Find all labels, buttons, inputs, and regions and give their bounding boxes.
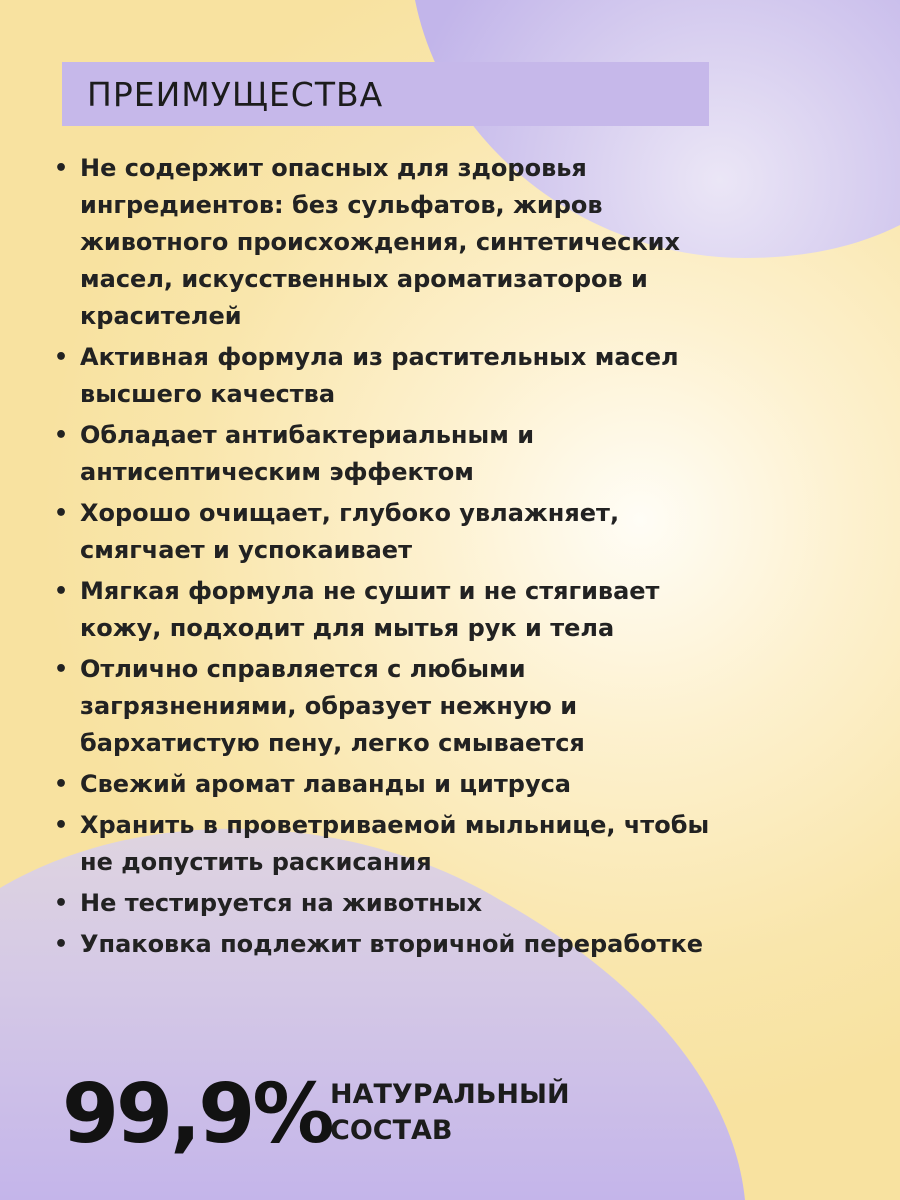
list-item <box>52 651 722 762</box>
benefit-text: Упаковка подлежит вторичной переработке <box>80 930 704 958</box>
bullet-icon: • <box>54 579 69 604</box>
list-item <box>52 573 722 647</box>
benefit-text: Хранить в проветриваемой мыльнице, чтобы не допустить раскисания <box>80 811 710 876</box>
stat-percentage: 99,9% <box>62 1067 332 1162</box>
list-item <box>52 495 722 569</box>
benefit-text: Хорошо очищает, глубоко увлажняет, смягчает и успокаивает <box>80 499 620 564</box>
list-item <box>52 885 722 922</box>
bullet-icon: • <box>54 345 69 370</box>
bullet-icon: • <box>54 156 69 181</box>
bullet-icon: • <box>54 501 69 526</box>
benefit-text: Активная формула из растительных масел высшего качества <box>80 343 679 408</box>
bullet-icon: • <box>54 932 69 957</box>
stat-caption-line1: НАТУРАЛЬНЫЙ <box>330 1079 570 1110</box>
list-item <box>52 926 722 963</box>
list-item <box>52 417 722 491</box>
stat-caption-line2: СОСТАВ <box>330 1115 453 1146</box>
bullet-icon: • <box>54 891 69 916</box>
bullet-icon: • <box>54 423 69 448</box>
bullet-icon: • <box>54 813 69 838</box>
benefit-text: Отлично справляется с любыми загрязнениями, образует нежную и бархатистую пену, легко смывается <box>80 655 585 757</box>
list-item <box>52 807 722 881</box>
bullet-icon: • <box>54 772 69 797</box>
benefit-text: Не тестируется на животных <box>80 889 483 917</box>
benefit-text: Обладает антибактериальным и антисептическим эффектом <box>80 421 535 486</box>
page-title: ПРЕИМУЩЕСТВА <box>87 75 384 114</box>
list-item <box>52 339 722 413</box>
header-band <box>62 62 709 126</box>
benefit-text: Свежий аромат лаванды и цитруса <box>80 770 572 798</box>
list-item <box>52 150 722 335</box>
bullet-icon: • <box>54 657 69 682</box>
list-item <box>52 766 722 803</box>
benefits-list <box>52 150 722 967</box>
benefit-text: Мягкая формула не сушит и не стягивает кожу, подходит для мытья рук и тела <box>80 577 660 642</box>
benefit-text: Не содержит опасных для здоровья ингредиентов: без сульфатов, жиров животного происхождения, синтетических масел, искусственных ароматизаторов и красителей <box>80 154 680 330</box>
stat-caption <box>330 1077 630 1149</box>
